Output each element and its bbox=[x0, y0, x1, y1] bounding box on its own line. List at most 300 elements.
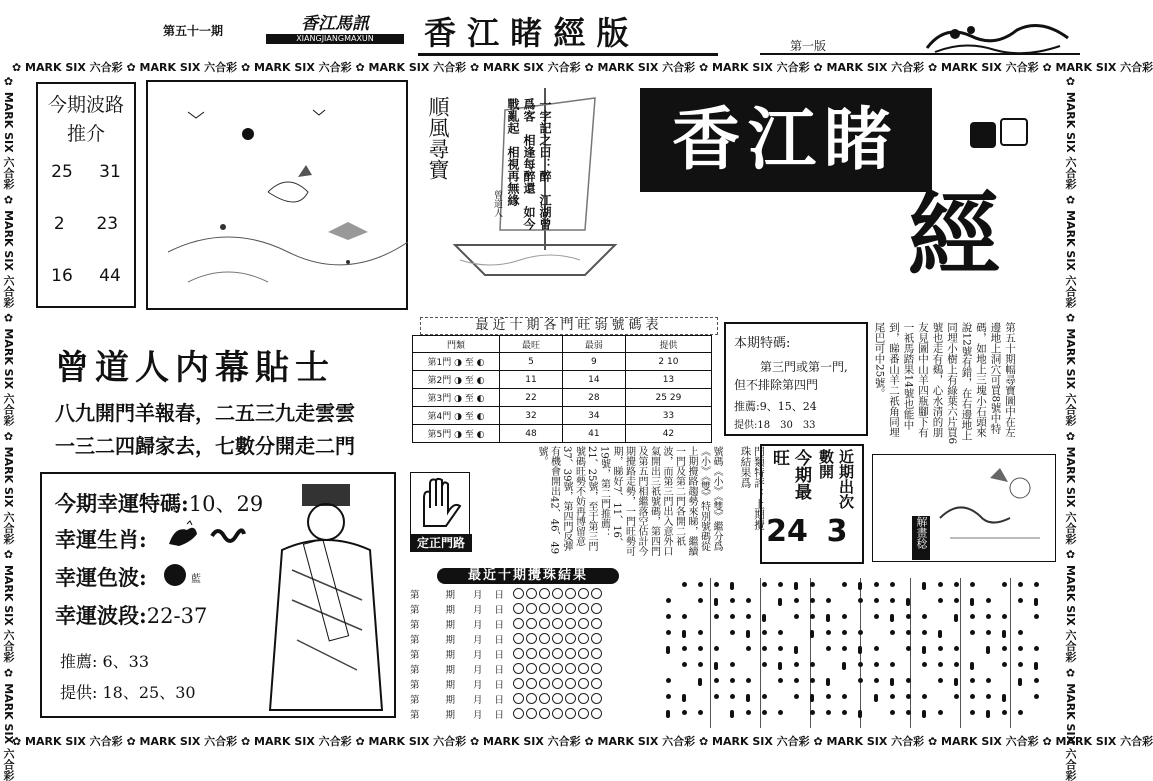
grid-dot bbox=[762, 582, 767, 587]
gate-range: 至 bbox=[465, 430, 474, 440]
result-rings bbox=[512, 603, 603, 614]
results-row-label: 日 bbox=[495, 617, 505, 631]
grid-dot bbox=[922, 710, 926, 718]
mark-six-band-text: ✿ MARK SIX 六合彩 bbox=[585, 735, 700, 748]
grid-dot bbox=[874, 662, 879, 667]
grid-dot bbox=[842, 694, 847, 699]
mark-six-band-text: ✿ MARK SIX 六合彩 bbox=[928, 61, 1043, 74]
grid-dot bbox=[714, 582, 719, 587]
mark-six-band-text: ✿ MARK SIX 六合彩 bbox=[12, 735, 127, 748]
results-row bbox=[410, 586, 650, 601]
rooster-icon bbox=[165, 520, 201, 550]
results-row-label: 日 bbox=[495, 587, 505, 601]
grid-dot bbox=[970, 710, 975, 715]
grid-dot bbox=[810, 662, 815, 667]
results-row bbox=[410, 616, 650, 631]
riddle-text: 第五十期幅尋寶圖中在左邊地上洞穴可買8號中特碼，如地上三塊小石頭來說12號有錯，在右邊地上同埋小樹上有綠葉六片買6號也走有鷄，心水清的朋友見圖中山羊四瓶腳下有一祇馬踏果14號也能中到，睇番山羊二祇角同埋尾巴可中25號。 bbox=[872, 322, 1017, 447]
gate-table-row bbox=[413, 353, 712, 371]
moon-icon: ◑ bbox=[451, 394, 465, 404]
gate-range: 至 bbox=[465, 394, 474, 404]
result-ball-ring bbox=[552, 663, 563, 674]
grid-dot bbox=[746, 630, 750, 638]
grid-dot bbox=[986, 630, 991, 635]
luck-provide-value: 18、25、30 bbox=[103, 683, 196, 702]
result-ball-ring bbox=[539, 633, 550, 644]
gate-table bbox=[412, 335, 712, 443]
mark-six-band-text: ✿ MARK SIX 六合彩 bbox=[585, 61, 700, 74]
grid-dot bbox=[858, 662, 863, 667]
results-row-label: 日 bbox=[495, 647, 505, 661]
grid-dot bbox=[970, 678, 975, 683]
grid-dot bbox=[666, 678, 671, 683]
result-ball-ring bbox=[513, 693, 524, 704]
grid-dot bbox=[794, 646, 798, 654]
wave-number: 23 bbox=[96, 214, 118, 234]
mark-six-band-text: ✿ MARK SIX 六合彩 bbox=[699, 61, 814, 74]
result-ball-ring bbox=[591, 663, 602, 674]
grid-dot bbox=[666, 630, 671, 635]
result-ball-ring bbox=[552, 618, 563, 629]
luck-color-label: 幸運色波: bbox=[55, 565, 147, 590]
result-rings bbox=[512, 708, 603, 719]
result-ball-ring bbox=[526, 693, 537, 704]
grid-dot bbox=[762, 614, 766, 622]
wave-row-3 bbox=[38, 266, 134, 286]
grid-dot bbox=[954, 694, 959, 699]
grid-dot bbox=[906, 710, 911, 715]
gate-hot-cell: 5 bbox=[500, 353, 563, 371]
grid-dot bbox=[730, 630, 735, 635]
result-ball-ring bbox=[552, 708, 563, 719]
grid-dot bbox=[666, 614, 671, 619]
gate-name-cell bbox=[413, 407, 500, 425]
results-row-label: 第 bbox=[410, 602, 420, 616]
grid-dot bbox=[714, 678, 719, 683]
grid-dot bbox=[794, 662, 799, 667]
wave-number: 25 bbox=[51, 162, 73, 182]
grid-dot bbox=[762, 646, 767, 651]
grid-dot bbox=[906, 598, 910, 606]
near-open-value-1: 24 bbox=[764, 514, 810, 549]
mark-six-band-text: ✿ MARK SIX 六合彩 bbox=[2, 666, 15, 780]
results-row-label: 日 bbox=[495, 692, 505, 706]
grid-dot bbox=[730, 694, 735, 699]
result-ball-ring bbox=[552, 588, 563, 599]
result-ball-ring bbox=[552, 693, 563, 704]
luck-band-value: 22-37 bbox=[147, 604, 208, 628]
result-ball-ring bbox=[578, 618, 589, 629]
luck-special-value: 10、29 bbox=[189, 492, 263, 516]
gate-table-body bbox=[413, 353, 712, 443]
gate-name: 第2門 bbox=[427, 376, 451, 386]
grid-dot bbox=[682, 582, 687, 587]
result-ball-ring bbox=[591, 708, 602, 719]
grid-dot bbox=[826, 614, 830, 622]
grid-dot bbox=[746, 694, 750, 702]
result-ball-ring bbox=[565, 618, 576, 629]
wave-number: 44 bbox=[99, 266, 121, 286]
grid-dot bbox=[970, 598, 974, 606]
result-ball-ring bbox=[539, 588, 550, 599]
gate-table-row bbox=[413, 389, 712, 407]
mark-six-band-text: ✿ MARK SIX 六合彩 bbox=[356, 735, 471, 748]
result-ball-ring bbox=[539, 708, 550, 719]
grid-dot bbox=[890, 662, 895, 667]
grid-dot bbox=[842, 582, 847, 587]
results-row-label: 期 bbox=[446, 662, 456, 676]
mark-six-band-text: ✿ MARK SIX 六合彩 bbox=[127, 735, 242, 748]
grid-dot bbox=[906, 678, 911, 683]
results-row-label: 第 bbox=[410, 677, 420, 691]
grid-dot bbox=[794, 598, 799, 603]
mark-six-band-text: ✿ MARK SIX 六合彩 bbox=[699, 735, 814, 748]
results-row bbox=[410, 706, 650, 721]
mark-six-band-left bbox=[0, 75, 16, 733]
masthead-logo-text: 香江馬訊 bbox=[266, 14, 404, 34]
dot-grid-line bbox=[960, 578, 961, 728]
result-ball-ring bbox=[526, 648, 537, 659]
result-ball-ring bbox=[578, 588, 589, 599]
moon-icon: ◐ bbox=[474, 376, 485, 386]
results-row bbox=[410, 691, 650, 706]
result-ball-ring bbox=[552, 648, 563, 659]
gate-header-cell: 最弱 bbox=[562, 336, 625, 353]
grid-dot bbox=[954, 582, 959, 587]
issue-number: 第五十一期 bbox=[163, 22, 223, 39]
grid-dot bbox=[762, 630, 767, 635]
grid-dot bbox=[1018, 598, 1023, 603]
snake-icon bbox=[210, 524, 244, 548]
grid-dot bbox=[1034, 678, 1039, 683]
results-row-label: 日 bbox=[495, 602, 505, 616]
gate-cold-cell: 14 bbox=[562, 371, 625, 389]
gate-table-header bbox=[413, 336, 712, 353]
grid-dot bbox=[1034, 582, 1039, 587]
result-rings bbox=[512, 588, 603, 599]
mark-six-band-text: ✿ MARK SIX 六合彩 bbox=[470, 735, 585, 748]
grid-dot bbox=[810, 710, 815, 715]
result-ball-ring bbox=[552, 603, 563, 614]
grid-dot bbox=[682, 694, 686, 702]
results-row-label: 月 bbox=[473, 587, 483, 601]
gate-provide-cell: 42 bbox=[625, 425, 711, 443]
gate-name-cell bbox=[413, 389, 500, 407]
grid-dot bbox=[1034, 694, 1039, 699]
gate-hot-cell: 32 bbox=[500, 407, 563, 425]
moon-icon: ◐ bbox=[474, 358, 485, 368]
results-row-label: 日 bbox=[495, 632, 505, 646]
grid-dot bbox=[938, 598, 943, 603]
poem-body: 一字記之曰：醉 江湖曾爲客 相逢每醉還 如今戰亂起 相視再無緣 bbox=[505, 98, 553, 233]
grid-dot bbox=[698, 582, 703, 587]
grid-dot bbox=[714, 598, 718, 606]
result-ball-ring bbox=[526, 708, 537, 719]
luck-special-label: 今期幸運特碼: bbox=[55, 491, 189, 516]
gate-provide-cell: 25 29 bbox=[625, 389, 711, 407]
grid-dot bbox=[986, 646, 990, 654]
gate-provide-cell: 33 bbox=[625, 407, 711, 425]
results-row-label: 第 bbox=[410, 647, 420, 661]
result-ball-ring bbox=[539, 693, 550, 704]
grid-dot bbox=[874, 582, 879, 587]
grid-dot bbox=[666, 598, 671, 603]
moon-icon: ◑ bbox=[451, 358, 465, 368]
mark-six-band-text: ✿ MARK SIX 六合彩 bbox=[470, 61, 585, 74]
grid-dot bbox=[970, 694, 975, 699]
gate-name: 第1門 bbox=[427, 358, 451, 368]
dice-icon-2 bbox=[1000, 118, 1028, 146]
result-ball-ring bbox=[539, 648, 550, 659]
tips-line-1: 八九開門羊報春，二五三九走雲雲 bbox=[55, 397, 355, 426]
grid-dot bbox=[842, 630, 847, 635]
special-rec-label: 推薦: bbox=[734, 400, 760, 413]
grid-dot bbox=[1002, 710, 1007, 715]
result-ball-ring bbox=[565, 648, 576, 659]
grid-dot bbox=[810, 598, 815, 603]
results-row-label: 期 bbox=[446, 677, 456, 691]
results-row bbox=[410, 631, 650, 646]
results-row bbox=[410, 676, 650, 691]
gate-name: 第5門 bbox=[427, 430, 451, 440]
wave-title: 今期波路 bbox=[38, 90, 134, 117]
mark-six-band-text: ✿ MARK SIX 六合彩 bbox=[814, 61, 929, 74]
grid-dot bbox=[1018, 678, 1022, 686]
grid-dot bbox=[922, 646, 926, 654]
result-ball-ring bbox=[565, 678, 576, 689]
grid-dot bbox=[970, 662, 974, 670]
dot-grid bbox=[660, 578, 1060, 728]
mark-six-band-text: ✿ MARK SIX 六合彩 bbox=[2, 193, 15, 311]
grid-dot bbox=[810, 694, 814, 702]
gate-table-row bbox=[413, 425, 712, 443]
special-rec-row bbox=[734, 398, 817, 414]
result-ball-ring bbox=[513, 648, 524, 659]
results-row-label: 期 bbox=[446, 647, 456, 661]
results-row-label: 日 bbox=[495, 662, 505, 676]
grid-dot bbox=[938, 710, 943, 715]
gate-range: 至 bbox=[465, 376, 474, 386]
grid-dot bbox=[746, 598, 751, 603]
mark-six-band-right bbox=[1062, 75, 1078, 733]
results-row bbox=[410, 646, 650, 661]
results-row bbox=[410, 661, 650, 676]
grid-dot bbox=[698, 598, 703, 603]
result-rings bbox=[512, 693, 603, 704]
grid-dot bbox=[938, 678, 943, 683]
gate-provide-cell: 13 bbox=[625, 371, 711, 389]
hand-icon bbox=[416, 478, 464, 530]
gate-cold-cell: 28 bbox=[562, 389, 625, 407]
grid-dot bbox=[842, 646, 847, 651]
result-ball-ring bbox=[565, 708, 576, 719]
result-ball-ring bbox=[526, 633, 537, 644]
grid-dot bbox=[874, 678, 879, 683]
gate-review-label: 門類特評：上期攪珠結果爲 bbox=[738, 446, 765, 536]
results-row-label: 第 bbox=[410, 632, 420, 646]
grid-dot bbox=[698, 646, 703, 651]
results-row-label: 月 bbox=[473, 632, 483, 646]
special-title: 本期特碼: bbox=[734, 332, 790, 351]
moon-icon: ◐ bbox=[474, 394, 485, 404]
result-ball-ring bbox=[539, 663, 550, 674]
grid-dot bbox=[730, 710, 734, 718]
grid-dot bbox=[698, 678, 702, 686]
grid-dot bbox=[922, 662, 927, 667]
zheng-men-label: 定正門路 bbox=[410, 534, 472, 552]
result-ball-ring bbox=[513, 708, 524, 719]
special-prov-value: 18 30 33 bbox=[757, 420, 815, 431]
near-open-col2: 近期出次數開 bbox=[816, 449, 856, 509]
result-ball-ring bbox=[513, 588, 524, 599]
mark-six-band-text: ✿ MARK SIX 六合彩 bbox=[127, 61, 242, 74]
result-ball-ring bbox=[539, 618, 550, 629]
result-rings bbox=[512, 618, 603, 629]
special-line-1: 第三門或第一門, bbox=[760, 358, 848, 375]
grid-dot bbox=[714, 646, 719, 651]
wave-number: 16 bbox=[51, 266, 73, 286]
grid-dot bbox=[858, 646, 862, 654]
mark-six-band-text: ✿ MARK SIX 六合彩 bbox=[1064, 193, 1077, 311]
grid-dot bbox=[778, 646, 783, 651]
result-ball-ring bbox=[565, 633, 576, 644]
grid-dot bbox=[858, 710, 862, 718]
solve-label: 解畫稔 bbox=[912, 516, 930, 560]
gate-table-row bbox=[413, 407, 712, 425]
luck-zodiac-label: 幸運生肖: bbox=[55, 527, 147, 552]
grid-dot bbox=[826, 694, 831, 699]
luck-provide-label: 提供: bbox=[60, 683, 97, 702]
tips-title: 曾道人内幕貼士 bbox=[55, 340, 335, 389]
grid-dot bbox=[890, 614, 894, 622]
result-ball-ring bbox=[578, 678, 589, 689]
treasure-illustration bbox=[148, 82, 406, 308]
gate-provide-cell: 2 10 bbox=[625, 353, 711, 371]
mark-six-band-text: ✿ MARK SIX 六合彩 bbox=[1043, 735, 1153, 748]
result-ball-ring bbox=[578, 633, 589, 644]
results-row-label: 期 bbox=[446, 587, 456, 601]
gate-range: 至 bbox=[465, 412, 474, 422]
grid-dot bbox=[858, 630, 863, 635]
luck-zodiac-row bbox=[55, 524, 147, 554]
wave-number: 31 bbox=[99, 162, 121, 182]
result-ball-ring bbox=[513, 603, 524, 614]
results-rows bbox=[410, 586, 650, 721]
special-rec-value: 9、15、24 bbox=[760, 400, 817, 413]
grid-dot bbox=[874, 694, 878, 702]
banner-title-bottom: 經 bbox=[908, 180, 1000, 290]
result-ball-ring bbox=[513, 618, 524, 629]
dot-grid-line bbox=[910, 578, 911, 728]
results-row-label: 第 bbox=[410, 617, 420, 631]
gate-name-cell bbox=[413, 353, 500, 371]
result-ball-ring bbox=[578, 603, 589, 614]
mark-six-band-text: ✿ MARK SIX 六合彩 bbox=[2, 430, 15, 548]
grid-dot bbox=[714, 662, 718, 670]
grid-dot bbox=[826, 630, 831, 635]
results-row-label: 期 bbox=[446, 602, 456, 616]
results-row-label: 日 bbox=[495, 707, 505, 721]
grid-dot bbox=[986, 598, 991, 603]
poem-author: 曾道人 bbox=[489, 190, 504, 240]
grid-dot bbox=[698, 662, 703, 667]
grid-dot bbox=[794, 614, 799, 619]
grid-dot bbox=[778, 598, 782, 606]
grid-dot bbox=[842, 710, 847, 715]
luck-band-row bbox=[55, 600, 207, 630]
gate-header-cell: 提供 bbox=[625, 336, 711, 353]
grid-dot bbox=[746, 710, 751, 715]
results-row-label: 月 bbox=[473, 617, 483, 631]
results-row-label: 期 bbox=[446, 692, 456, 706]
mark-six-band-text: ✿ MARK SIX 六合彩 bbox=[2, 312, 15, 430]
wave-row-2 bbox=[38, 214, 134, 234]
result-rings bbox=[512, 663, 603, 674]
grid-dot bbox=[778, 662, 782, 670]
grid-dot bbox=[794, 582, 798, 590]
mark-six-band-text: ✿ MARK SIX 六合彩 bbox=[241, 61, 356, 74]
grid-dot bbox=[1002, 614, 1007, 619]
results-row-label: 月 bbox=[473, 662, 483, 676]
dice-icon-1 bbox=[970, 122, 996, 148]
result-ball-ring bbox=[565, 588, 576, 599]
grid-dot bbox=[954, 662, 959, 667]
gate-header-cell: 最旺 bbox=[500, 336, 563, 353]
mark-six-band-text: ✿ MARK SIX 六合彩 bbox=[1064, 548, 1077, 666]
result-ball-ring bbox=[578, 648, 589, 659]
results-row-label: 期 bbox=[446, 707, 456, 721]
grid-dot bbox=[970, 582, 975, 587]
special-prov-row bbox=[734, 416, 816, 431]
mark-six-band-text: ✿ MARK SIX 六合彩 bbox=[1064, 312, 1077, 430]
grid-dot bbox=[874, 614, 879, 619]
luck-special-row bbox=[55, 488, 263, 518]
grid-dot bbox=[1018, 646, 1023, 651]
grid-dot bbox=[682, 662, 687, 667]
grid-dot bbox=[714, 614, 719, 619]
grid-dot bbox=[986, 694, 991, 699]
result-ball-ring bbox=[578, 693, 589, 704]
wave-number: 2 bbox=[54, 214, 65, 234]
grid-dot bbox=[666, 710, 670, 718]
grid-dot bbox=[986, 614, 991, 619]
grid-dot bbox=[890, 694, 895, 699]
result-ball-ring bbox=[513, 663, 524, 674]
grid-dot bbox=[970, 630, 975, 635]
grid-dot bbox=[890, 582, 895, 587]
grid-dot bbox=[890, 678, 894, 686]
mark-six-band-bottom bbox=[12, 733, 1072, 749]
mark-six-band-text: ✿ MARK SIX 六合彩 bbox=[2, 75, 15, 193]
result-ball-ring bbox=[591, 618, 602, 629]
grid-dot bbox=[810, 614, 815, 619]
grid-dot bbox=[762, 694, 767, 699]
grid-dot bbox=[890, 710, 895, 715]
grid-dot bbox=[954, 598, 959, 603]
result-ball-ring bbox=[565, 663, 576, 674]
results-row-label: 日 bbox=[495, 677, 505, 691]
result-ball-ring bbox=[591, 633, 602, 644]
gate-hot-cell: 22 bbox=[500, 389, 563, 407]
treasure-picture-frame bbox=[146, 80, 408, 310]
grid-dot bbox=[810, 630, 814, 638]
solve-illustration bbox=[930, 458, 1052, 558]
grid-dot bbox=[778, 678, 783, 683]
grid-dot bbox=[794, 678, 799, 683]
grid-dot bbox=[954, 678, 958, 686]
luck-provide-row bbox=[60, 680, 196, 703]
dot-grid-line bbox=[710, 578, 711, 728]
grid-dot bbox=[938, 582, 943, 587]
